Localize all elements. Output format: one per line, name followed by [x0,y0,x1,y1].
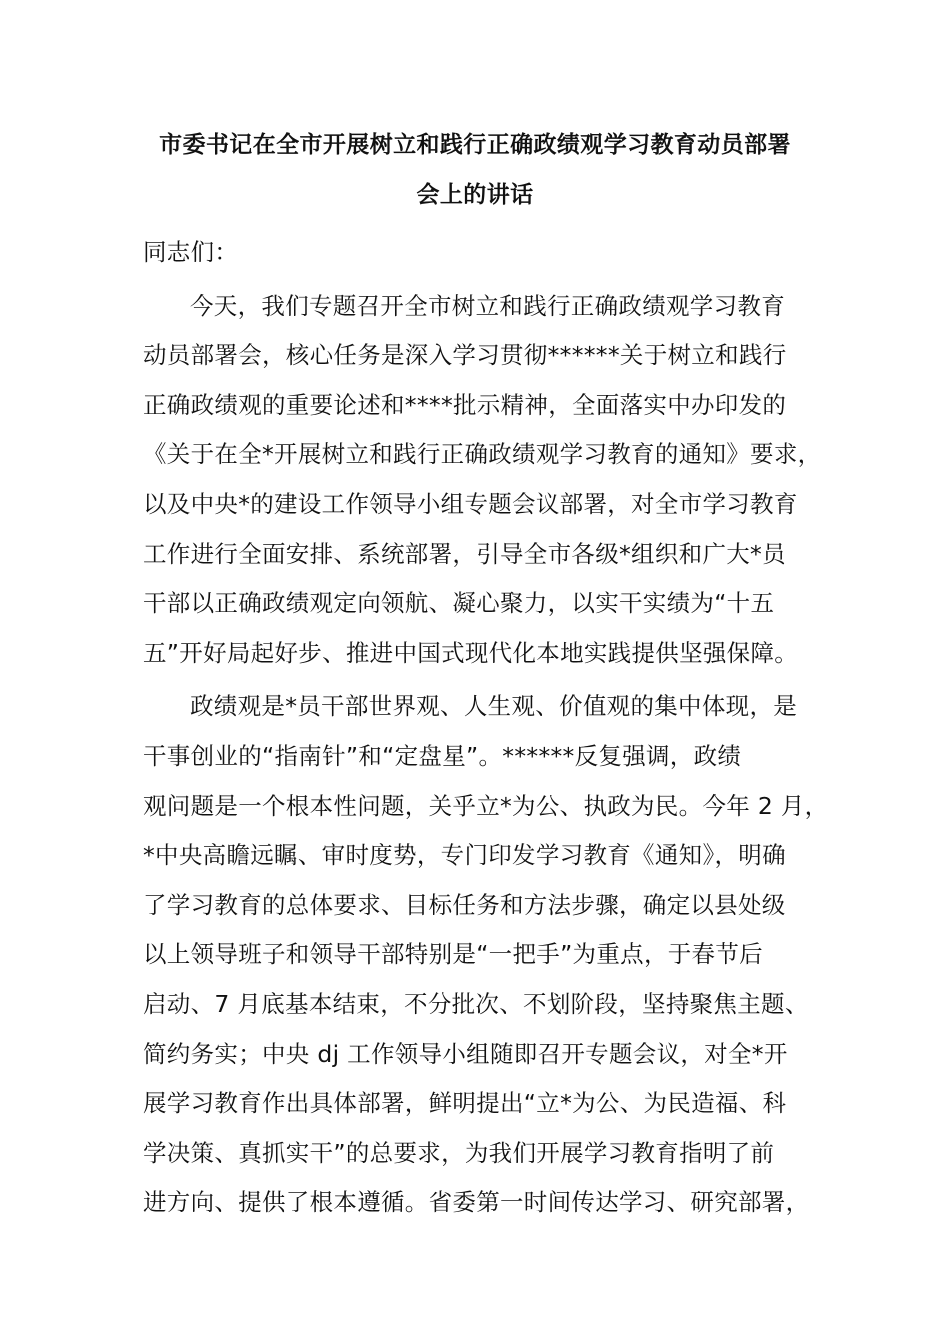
document-title [140,120,810,220]
paragraph-line: 正确政绩观的重要论述和****批示精神，全面落实中办印发的 [143,390,787,419]
paragraph-line: 干事创业的“指南针”和“定盘星”。******反复强调，政绩 [143,741,742,770]
paragraph-line: 学决策、真抓实干”的总要求，为我们开展学习教育指明了前 [143,1138,775,1167]
paragraph-line: 展学习教育作出具体部署，鲜明提出“立*为公、为民造福、科 [143,1089,787,1118]
paragraph-line: 观问题是一个根本性问题，关乎立*为公、执政为民。今年 2 月， [143,791,829,820]
paragraph-line: 五”开好局起好步、推进中国式现代化本地实践提供坚强保障。 [143,638,799,667]
paragraph-2 [143,682,829,1228]
paragraph-line: 政绩观是*员干部世界观、人生观、价值观的集中体现，是 [190,692,798,721]
paragraph-1 [143,282,823,679]
title-line-2: 会上的讲话 [416,182,534,208]
paragraph-line: 《关于在全*开展树立和践行正确政绩观学习教育的通知》要求， [143,440,822,469]
paragraph-line: 干部以正确政绩观定向领航、凝心聚力，以实干实绩为“十五 [143,589,775,618]
paragraph-line: 进方向、提供了根本遵循。省委第一时间传达学习、研究部署， [143,1188,810,1217]
paragraph-line: 简约务实；中央 dj 工作领导小组随即召开专题会议，对全*开 [143,1039,788,1068]
paragraph-line: 工作进行全面安排、系统部署，引导全市各级*组织和广大*员 [143,539,786,568]
paragraph-line: 启动、7 月底基本结束，不分批次、不划阶段，坚持聚焦主题、 [143,989,809,1018]
paragraph-line: 以及中央*的建设工作领导小组专题会议部署，对全市学习教育 [143,489,798,518]
paragraph-line: 动员部署会，核心任务是深入学习贯彻******关于树立和践行 [143,341,787,370]
paragraph-line: 以上领导班子和领导干部特别是“一把手”为重点，于春节后 [143,940,763,969]
paragraph-line: 了学习教育的总体要求、目标任务和方法步骤，确定以县处级 [143,890,786,919]
paragraph-line: 今天，我们专题召开全市树立和践行正确政绩观学习教育 [190,291,785,320]
salutation: 同志们： [143,238,239,266]
title-line-1: 市委书记在全市开展树立和践行正确政绩观学习教育动员部署 [159,132,791,158]
paragraph-line: *中央高瞻远瞩、审时度势，专门印发学习教育《通知》，明确 [143,841,786,870]
document-body [143,228,829,1228]
